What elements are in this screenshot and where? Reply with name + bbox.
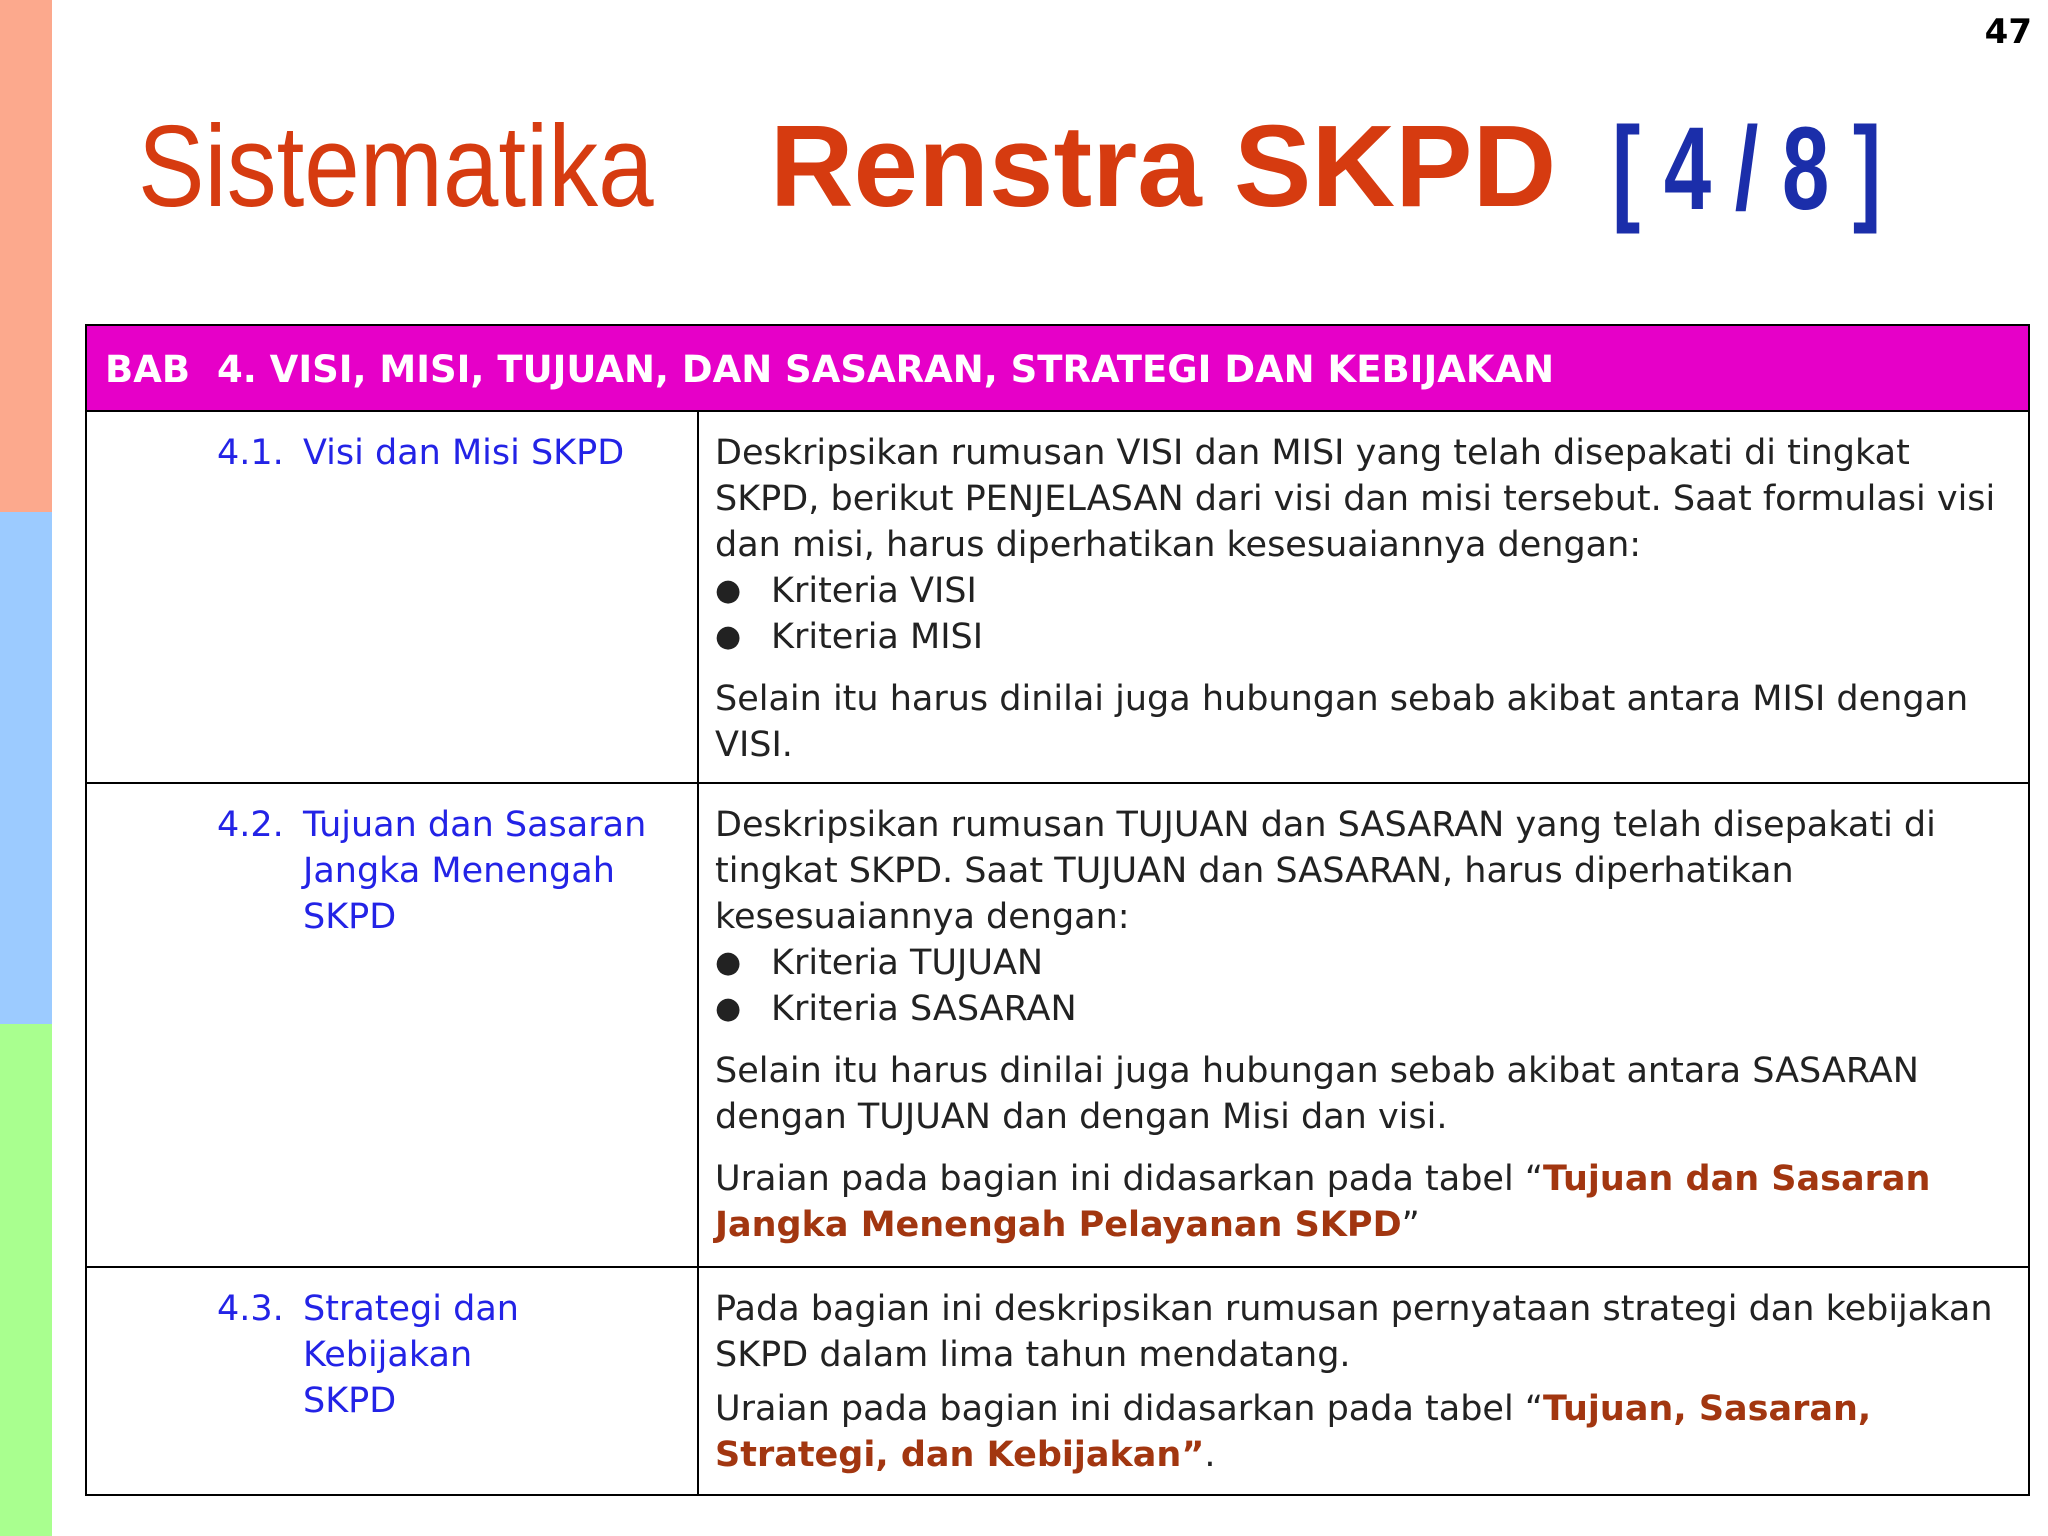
side-bar-blue xyxy=(0,512,52,1024)
list-item: ● Kriteria SASARAN xyxy=(715,986,2014,1032)
description-intro: Deskripsikan rumusan VISI dan MISI yang telah disepakati di tingkat SKPD, berikut PENJELASAN dari visi dan misi tersebut. Saat formulasi visi dan misi, harus diperhatikan kesesuaiannya dengan: xyxy=(715,433,1996,565)
page-number: 47 xyxy=(1984,12,2032,52)
side-bar-peach xyxy=(0,0,52,512)
chapter-title: 4. VISI, MISI, TUJUAN, DAN SASARAN, STRATEGI DAN KEBIJAKAN xyxy=(217,347,1555,391)
description-cell xyxy=(698,411,2029,783)
list-item: ● Kriteria TUJUAN xyxy=(715,940,2014,986)
table-header-row xyxy=(86,325,2029,411)
chapter-header xyxy=(86,325,2029,411)
table-row xyxy=(86,783,2029,1267)
title-light: Sistematika xyxy=(138,101,654,231)
criteria-list xyxy=(715,568,2014,660)
chapter-label: BAB xyxy=(105,347,191,391)
section-number: 4.1. xyxy=(217,433,284,473)
bullet-icon: ● xyxy=(715,619,742,654)
slide-title xyxy=(138,101,1557,231)
section-number: 4.3. xyxy=(217,1289,284,1329)
section-cell xyxy=(86,783,698,1267)
list-item: ● Kriteria MISI xyxy=(715,614,2014,660)
description-intro: Deskripsikan rumusan TUJUAN dan SASARAN yang telah disepakati di tingkat SKPD. Saat TUJUAN dan SASARAN, harus diperhatikan kesesuaiannya dengan: xyxy=(715,805,1936,937)
table-row xyxy=(86,1267,2029,1495)
description-note: Selain itu harus dinilai juga hubungan sebab akibat antara MISI dengan VISI. xyxy=(715,679,1969,765)
section-title: Strategi dan Kebijakan SKPD xyxy=(303,1289,519,1421)
criteria-list xyxy=(715,940,2014,1032)
reference-table-name: Tujuan, Sasaran, Strategi, dan Kebijakan” xyxy=(715,1389,1872,1475)
side-bar-green xyxy=(0,1024,52,1536)
table-row xyxy=(86,411,2029,783)
description-cell xyxy=(698,1267,2029,1495)
description-reference: Uraian pada bagian ini didasarkan pada tabel “Tujuan dan Sasaran Jangka Menengah Pelayanan SKPD” xyxy=(715,1159,1931,1245)
list-item: ● Kriteria VISI xyxy=(715,568,2014,614)
description-reference: Uraian pada bagian ini didasarkan pada tabel “Tujuan, Sasaran, Strategi, dan Kebijakan”. xyxy=(715,1389,1872,1475)
bullet-icon: ● xyxy=(715,573,742,608)
slide-counter: [ 4 / 8 ] xyxy=(1612,103,1882,235)
section-number: 4.2. xyxy=(217,805,284,845)
reference-table-name: Tujuan dan Sasaran Jangka Menengah Pelayanan SKPD xyxy=(715,1159,1931,1245)
section-cell xyxy=(86,411,698,783)
outline-table xyxy=(85,324,2030,1496)
bullet-icon: ● xyxy=(715,945,742,980)
bullet-icon: ● xyxy=(715,991,742,1026)
title-bold: Renstra SKPD xyxy=(769,101,1557,231)
description-note: Selain itu harus dinilai juga hubungan sebab akibat antara SASARAN dengan TUJUAN dan dengan Misi dan visi. xyxy=(715,1051,1919,1137)
description-cell xyxy=(698,783,2029,1267)
section-title: Tujuan dan Sasaran Jangka Menengah SKPD xyxy=(303,805,647,937)
section-cell xyxy=(86,1267,698,1495)
description-intro: Pada bagian ini deskripsikan rumusan pernyataan strategi dan kebijakan SKPD dalam lima tahun mendatang. xyxy=(715,1289,1993,1375)
section-title: Visi dan Misi SKPD xyxy=(303,433,625,473)
